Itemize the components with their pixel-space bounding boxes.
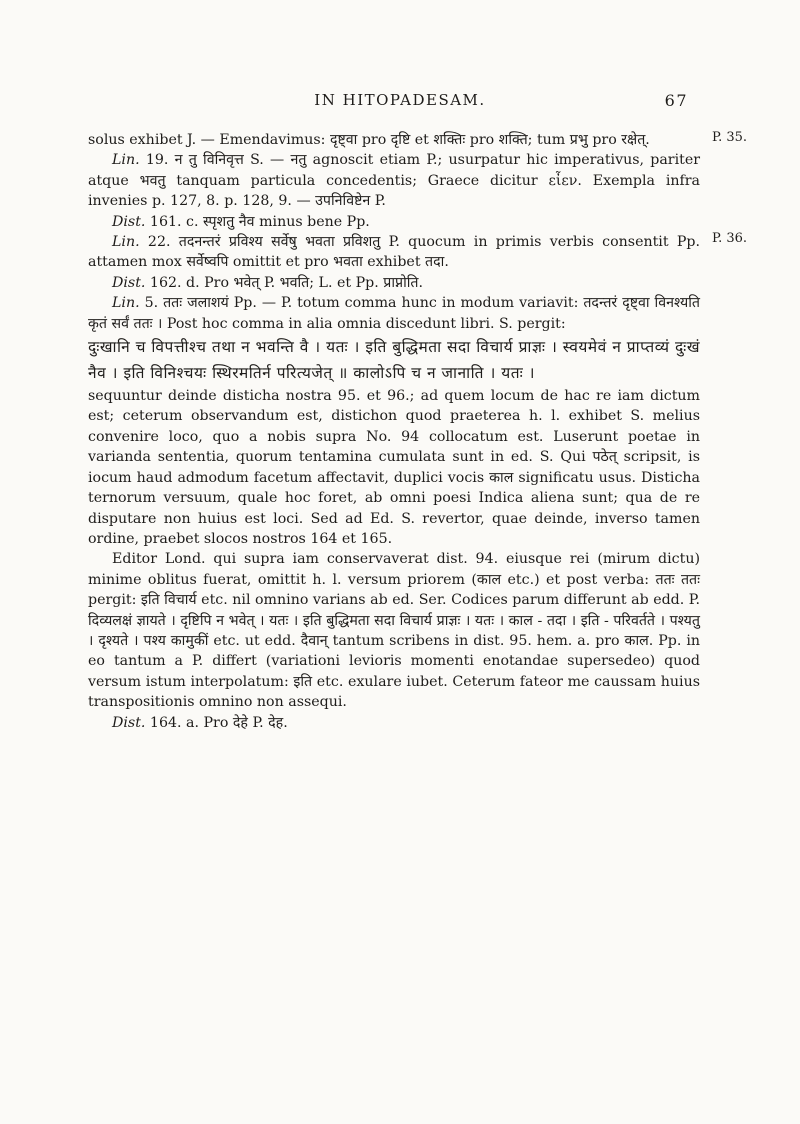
margin-note-p35: P. 35. xyxy=(712,130,748,145)
paragraph-3 xyxy=(88,212,700,232)
dist-label: Dist. xyxy=(112,274,146,291)
paragraph-5-text: 162. d. Pro भवेत् P. भवति; L. et Pp. प्राप्नोति. xyxy=(145,274,424,291)
paragraph-8: Editor Lond. qui supra iam conservaverat dist. 94. eiusque rei (mirum dictu) minime oblitus fuerat, omittit h. l. versum priorem (काल etc.) et post verba: ततः ततः pergit: इति विचार्य etc. nil omnino varians ab ed. Ser. Codices parum differunt ab edd. P. दिव्यलक्षं ज्ञायते । दृष्टिपि न भवेत् । यतः । इति बुद्धिमता सदा विचार्य प्राज्ञः । यतः । काल - तदा । इति - परिवर्तते । पश्यतु । दृश्यते । पश्य कामुकीं etc. ut edd. दैवान् tantum scribens in dist. 95. hem. a. pro काल. Pp. in eo tantum a P. differt (variationi levioris momenti enotandae supersedeo) quod versum istum interpolatum: इति etc. exulare iubet. Ceterum fateor me caussam huius transpositionis omnino non assequi. xyxy=(88,551,700,711)
paragraph-9 xyxy=(88,713,700,733)
line-label: Lin. xyxy=(112,234,140,251)
dist-label: Dist. xyxy=(112,714,146,731)
paragraph-7: sequuntur deinde disticha nostra 95. et 96.; ad quem locum de hac re iam dictum est; ceterum observandum est, distichon quod praeterea h. l. exhibet S. melius convenire loco, quo a nobis supra No. 94 collocatum est. Luserunt poetae in varianda sententia, quorum tentamina cumulata sunt in ed. S. Qui पठेत् scripsit, is iocum haud admodum facetum affectavit, duplici vocis काल significatu usus. Disticha ternorum versuum, quale hoc foret, ab omni poesi Indica aliena sunt; qua de re disputare non huius est loci. Sed ad Ed. S. revertor, quae deinde, inverso tamen ordine, praebet slocos nostros 164 et 165. xyxy=(88,388,700,547)
paragraph-9-text: 164. a. Pro देहे P. देह. xyxy=(145,714,288,731)
running-title: IN HITOPADESAM. xyxy=(314,91,486,109)
paragraph-6 xyxy=(88,293,700,334)
paragraph-3-text: 161. c. स्पृशतु नैव minus bene Pp. xyxy=(145,213,370,230)
paragraph-2 xyxy=(88,150,700,211)
paragraph-5 xyxy=(88,273,700,293)
line-label: Lin. xyxy=(112,295,140,312)
margin-note-p36: P. 36. xyxy=(712,231,748,246)
paragraph-4 xyxy=(88,232,700,273)
line-label: Lin. xyxy=(112,152,140,169)
paragraph-1: solus exhibet J. — Emendavimus: दृष्ट्वा pro दृष्टि et शक्तिः pro शक्ति; tum प्रभु pro रक्षेत्. xyxy=(88,132,650,148)
paragraph-4-text: 22. तदनन्तरं प्रविश्य सर्वेषु भवता प्रविशतु P. quocum in primis verbis consentit Pp. attamen mox सर्वेष्वपि omittit et pro भवता exhibet तदा. xyxy=(88,234,700,271)
page-header xyxy=(0,91,800,117)
paragraph-6-text: 5. ततः जलाशयं Pp. — P. totum comma hunc in modum variavit: तदन्तरं दृष्ट्वा विनश्यति कृतं सर्वं ततः । Post hoc comma in alia omnia discedunt libri. S. pergit: xyxy=(88,295,700,332)
paragraph-2-text: 19. न तु विनिवृत्त S. — नतु agnoscit etiam P.; usurpatur hic imperativus, pariter atque भवतु tanquam particula concedentis; Graece dicitur εἶεν. Exempla infra invenies p. 127, 8. p. 128, 9. — उपनिविष्टेन P. xyxy=(88,152,700,210)
dist-label: Dist. xyxy=(112,213,146,230)
body-text xyxy=(88,130,700,733)
page-number: 67 xyxy=(664,91,688,110)
sanskrit-verse: दुःखानि च विपत्तीश्च तथा न भवन्ति वै । यतः । इति बुद्धिमता सदा विचार्य प्राज्ञः । स्वयमेवं न प्राप्तव्यं दुःखं नैव । इति विनिश्चयः स्थिरमतिर्न परित्यजेत् ॥ कालोऽपि च न जानाति । यतः । xyxy=(88,338,700,383)
